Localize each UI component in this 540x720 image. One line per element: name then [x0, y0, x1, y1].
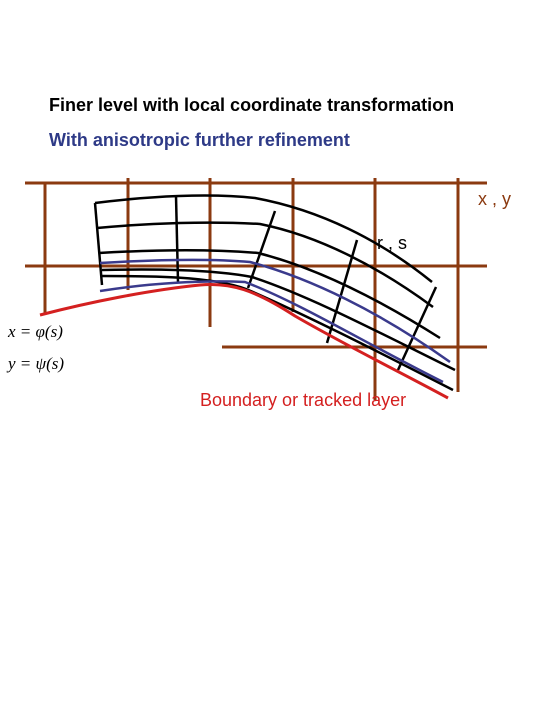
- refinement-lines: [100, 260, 450, 382]
- formula-y: y = ψ(s): [8, 354, 65, 373]
- boundary-label: Boundary or tracked layer: [200, 390, 407, 410]
- global-coords-label: x , y: [478, 189, 512, 209]
- diagram-title: Finer level with local coordinate transformation: [49, 95, 455, 115]
- local-grid-rline-1: [95, 203, 102, 285]
- local-coords-label: r , s: [377, 233, 407, 253]
- formula-x: x = φ(s): [8, 322, 63, 341]
- boundary-curve: [40, 284, 448, 398]
- global-grid: [25, 178, 487, 400]
- local-grid-curve-3: [99, 250, 440, 338]
- diagram-subtitle: With anisotropic further refinement: [49, 130, 350, 150]
